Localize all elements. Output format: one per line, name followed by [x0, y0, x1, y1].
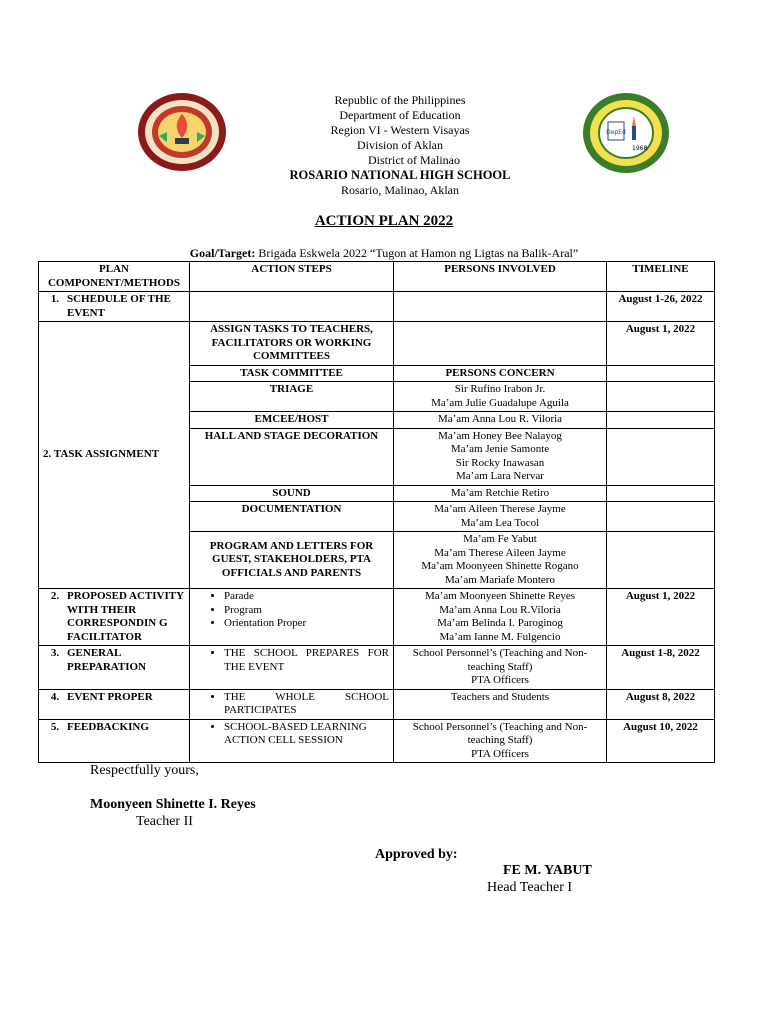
header-line: Region VI - Western Visayas: [330, 123, 470, 137]
approver-position: Head Teacher I: [487, 880, 573, 895]
person: PTA Officers: [471, 747, 529, 760]
approver-name: FE M. YABUT: [503, 863, 592, 878]
table-header-row: [39, 262, 715, 292]
component-cell: [39, 719, 190, 763]
person: PTA Officers: [471, 674, 529, 686]
table-row: [39, 292, 715, 322]
component-cell: [39, 689, 190, 719]
goal-target: [0, 246, 768, 261]
timeline-cell: [607, 412, 715, 429]
person: Ma’am Anna Lou R. Viloria: [437, 413, 563, 425]
component-cell: [39, 646, 190, 690]
timeline-cell: [607, 365, 715, 382]
person: Ma’am Retchie Retiro: [450, 486, 550, 499]
table-row: [39, 646, 715, 690]
committee-name: HALL AND STAGE DECORATION: [190, 428, 394, 485]
persons-cell: [394, 412, 607, 429]
action-cell: [190, 589, 394, 646]
committee-name: SOUND: [190, 485, 394, 502]
persons-cell: [394, 502, 607, 532]
component-cell: [39, 292, 190, 322]
person: Ma’am Fe Yabut: [463, 533, 537, 545]
persons-cell: [394, 532, 607, 589]
action-step: • THE SCHOOL PREPARES FOR THE EVENT: [224, 647, 389, 674]
row-number: 3.: [50, 647, 60, 659]
goal-text: Brigada Eskwela 2022 “Tugon at Hamon ng Ligtas na Balik-Aral”: [255, 246, 579, 260]
person: Ma’am Jenie Samonte: [450, 443, 550, 455]
timeline-cell: [607, 428, 715, 485]
school-address: Rosario, Malinao, Aklan: [341, 183, 459, 197]
timeline-cell: August 1-26, 2022: [607, 292, 715, 322]
header-line: District of Malinao: [368, 153, 460, 167]
persons-cell: [394, 428, 607, 485]
table-row: [39, 719, 715, 763]
component-label: SCHEDULE OF THE EVENT: [67, 293, 171, 319]
person: Ma’am Julie Guadalupe Aguila: [431, 396, 569, 409]
action-cell: [190, 292, 394, 322]
committee-name: TRIAGE: [190, 382, 394, 412]
row-number: 1.: [50, 293, 60, 305]
persons-cell: [394, 719, 607, 763]
action-step: • Orientation Proper: [224, 617, 389, 631]
component-label: FEEDBACKING: [67, 720, 149, 733]
svg-text:DepEd: DepEd: [606, 129, 626, 136]
action-step: • Program: [224, 604, 389, 618]
timeline-cell: [607, 532, 715, 589]
persons-cell: [394, 322, 607, 366]
timeline-cell: August 1, 2022: [607, 589, 715, 646]
persons-cell: [394, 589, 607, 646]
preparer-position: Teacher II: [136, 814, 193, 829]
col-header-timeline: TIMELINE: [607, 262, 715, 292]
timeline-cell: August 1-8, 2022: [607, 646, 715, 690]
person: Ma’am Lea Tocol: [460, 516, 540, 529]
persons-cell: [394, 646, 607, 690]
persons-cell: [394, 689, 607, 719]
person: School Personnel’s (Teaching and Non-teaching Staff): [412, 647, 588, 673]
person: Ma’am Therese Aileen Jayme: [434, 546, 566, 559]
timeline-cell: August 8, 2022: [607, 689, 715, 719]
task-committee-header: TASK COMMITTEE: [190, 365, 394, 382]
letterhead: [200, 93, 600, 198]
action-cell: [190, 719, 394, 763]
action-step: • THE WHOLE SCHOOL PARTICIPATES: [224, 691, 389, 718]
row-number: 2.: [50, 590, 60, 602]
closing-text: Respectfully yours,: [90, 763, 199, 778]
svg-text:1968: 1968: [632, 145, 648, 152]
person: Sir Rocky Inawasan: [455, 456, 545, 469]
action-cell: ASSIGN TASKS TO TEACHERS, FACILITATORS OR WORKING COMMITTEES: [190, 322, 394, 366]
committee-name: PROGRAM AND LETTERS FOR GUEST, STAKEHOLDERS, PTA OFFICIALS AND PARENTS: [190, 532, 394, 589]
approved-by-label: Approved by:: [375, 847, 458, 862]
component-cell: [39, 589, 190, 646]
header-line: Division of Aklan: [357, 138, 443, 152]
action-plan-table: [38, 261, 715, 763]
header-line: Republic of the Philippines: [334, 93, 466, 107]
persons-cell: [394, 292, 607, 322]
person: Ma’am Belinda I. Paroginog: [437, 617, 563, 629]
row-number: 5.: [50, 720, 60, 733]
table-row: [39, 322, 715, 366]
col-header-action-steps: ACTION STEPS: [190, 262, 394, 292]
action-step: • SCHOOL-BASED LEARNING ACTION CELL SESSION: [224, 721, 389, 748]
action-cell: [190, 689, 394, 719]
col-header-persons: PERSONS INVOLVED: [394, 262, 607, 292]
component-label: PROPOSED ACTIVITY WITH THEIR CORRESPONDIN G FACILITATOR: [67, 590, 184, 643]
person: Ma’am Lara Nervar: [456, 470, 544, 482]
component-label: EVENT PROPER: [67, 690, 153, 703]
col-header-component: PLAN COMPONENT/METHODS: [39, 262, 190, 292]
committee-name: EMCEE/HOST: [190, 412, 394, 429]
document-title: ACTION PLAN 2022: [314, 213, 454, 229]
goal-label: Goal/Target:: [189, 246, 256, 260]
person: Ma’am Aileen Therese Jayme: [434, 503, 566, 515]
school-name: ROSARIO NATIONAL HIGH SCHOOL: [289, 168, 511, 182]
persons-cell: [394, 382, 607, 412]
timeline-cell: [607, 382, 715, 412]
person: School Personnel’s (Teaching and Non-teaching Staff): [412, 720, 588, 746]
header-line: Department of Education: [339, 108, 461, 122]
table-row: [39, 589, 715, 646]
timeline-cell: [607, 502, 715, 532]
table-row: [39, 689, 715, 719]
person: Sir Rufino Irabon Jr.: [454, 383, 546, 395]
person: Ma’am Ianne M. Fulgencio: [439, 630, 561, 643]
timeline-cell: [607, 485, 715, 502]
person: Ma’am Moonyeen Shinette Rogano: [421, 560, 579, 572]
persons-concern-header: PERSONS CONCERN: [394, 365, 607, 382]
timeline-cell: August 1, 2022: [607, 322, 715, 366]
action-step: • Parade: [224, 590, 389, 604]
component-cell: 2. TASK ASSIGNMENT: [39, 322, 190, 589]
preparer-name: Moonyeen Shinette I. Reyes: [90, 797, 256, 812]
row-number: 4.: [50, 690, 60, 703]
action-cell: [190, 646, 394, 690]
person: Ma’am Anna Lou R.Viloria: [439, 603, 561, 616]
person: Ma’am Moonyeen Shinette Reyes: [425, 590, 575, 602]
persons-cell: [394, 485, 607, 502]
committee-name: DOCUMENTATION: [190, 502, 394, 532]
component-label: GENERAL PREPARATION: [67, 647, 147, 673]
person: Ma’am Mariafe Montero: [445, 573, 555, 586]
person: Teachers and Students: [450, 690, 550, 703]
timeline-cell: August 10, 2022: [607, 719, 715, 763]
person: Ma’am Honey Bee Nalayog: [438, 429, 562, 442]
